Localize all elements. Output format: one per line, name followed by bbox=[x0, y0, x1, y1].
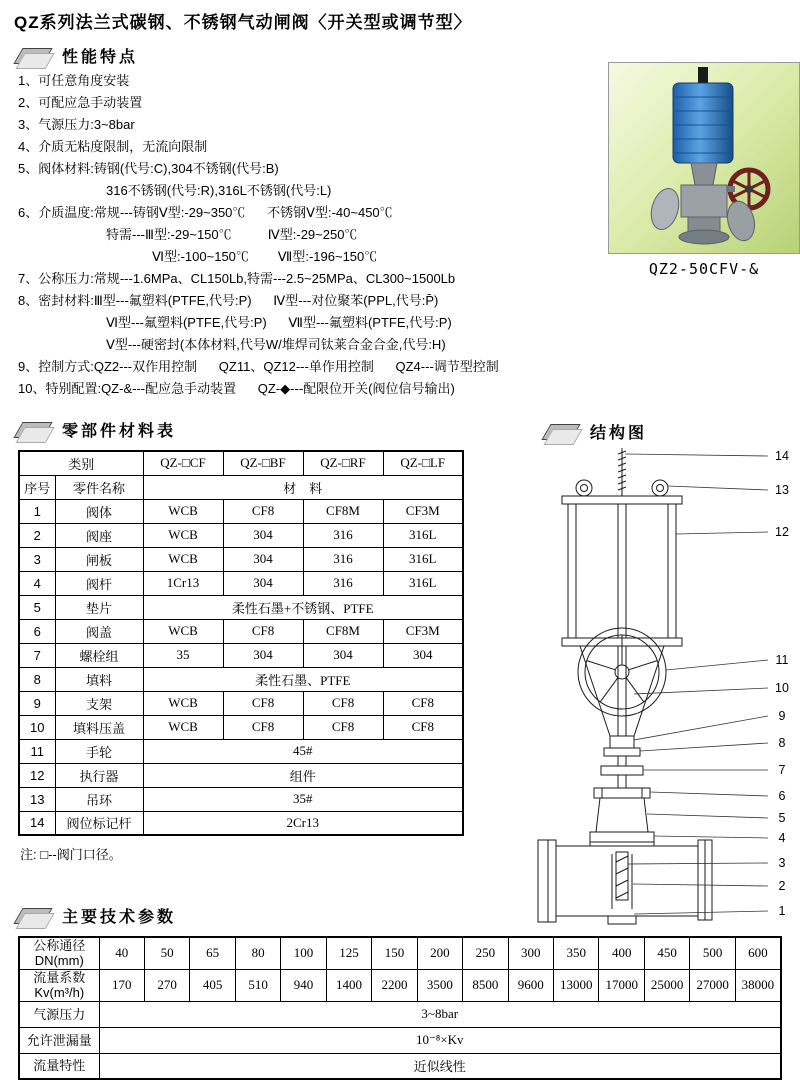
parts-cell: CF8 bbox=[223, 619, 303, 643]
parts-row bbox=[19, 571, 463, 595]
parts-cell: 手轮 bbox=[55, 739, 143, 763]
parts-cell: 2Cr13 bbox=[143, 811, 463, 835]
section-marker-icon bbox=[13, 422, 52, 438]
parts-cell: WCB bbox=[143, 715, 223, 739]
params-value: 350 bbox=[554, 937, 599, 969]
parts-cell: 1 bbox=[19, 499, 55, 523]
parts-cell: 13 bbox=[19, 787, 55, 811]
page-title: QZ系列法兰式碳钢、不锈钢气动闸阀〈开关型或调节型〉 bbox=[14, 13, 472, 32]
params-value: 300 bbox=[508, 937, 553, 969]
callout-number: 10 bbox=[775, 681, 789, 695]
params-label: 气源压力 bbox=[19, 1001, 99, 1027]
parts-cell: WCB bbox=[143, 547, 223, 571]
parts-cell: CF8 bbox=[223, 691, 303, 715]
parts-cell: CF8 bbox=[383, 691, 463, 715]
parts-cell: 45# bbox=[143, 739, 463, 763]
bonnet bbox=[590, 788, 654, 842]
parts-cell: 组件 bbox=[143, 763, 463, 787]
callout-number: 12 bbox=[775, 525, 789, 539]
parts-cell: CF8 bbox=[223, 715, 303, 739]
params-value: 400 bbox=[599, 937, 644, 969]
callout-leader-line bbox=[650, 792, 768, 796]
callout-leader-line bbox=[666, 660, 768, 670]
parts-cell: CF3M bbox=[383, 499, 463, 523]
parts-cell: CF8 bbox=[303, 691, 383, 715]
parts-row bbox=[19, 523, 463, 547]
parts-cell: 4 bbox=[19, 571, 55, 595]
parts-cell: 8 bbox=[19, 667, 55, 691]
parts-header-series: QZ-□BF bbox=[223, 451, 303, 475]
parts-cell: 执行器 bbox=[55, 763, 143, 787]
params-value: 500 bbox=[690, 937, 735, 969]
params-value: 25000 bbox=[644, 969, 689, 1001]
params-label: 流量系数 Kv(m³/h) bbox=[19, 969, 99, 1001]
parts-cell: 阀座 bbox=[55, 523, 143, 547]
parts-cell: WCB bbox=[143, 691, 223, 715]
parts-row bbox=[19, 667, 463, 691]
params-value: 600 bbox=[735, 937, 781, 969]
parts-cell: 14 bbox=[19, 811, 55, 835]
feature-line: 9、控制方式:QZ2---双作用控制 QZ11、QZ12---单作用控制 QZ4---调节型控制 bbox=[18, 359, 499, 374]
product-photo bbox=[608, 62, 800, 254]
indicator-rod bbox=[618, 448, 626, 496]
feature-line: 7、公称压力:常规---1.6MPa、CL150Lb,特需---2.5~25MPa、CL300~1500Lb bbox=[18, 271, 456, 286]
parts-header-series: QZ-□CF bbox=[143, 451, 223, 475]
parts-row bbox=[19, 691, 463, 715]
parts-section-title: 零部件材料表 bbox=[62, 423, 177, 440]
parts-cell: 垫片 bbox=[55, 595, 143, 619]
parts-row bbox=[19, 715, 463, 739]
section-marker-icon bbox=[13, 48, 52, 64]
callout-number: 1 bbox=[778, 904, 786, 918]
parts-cell: 304 bbox=[223, 547, 303, 571]
params-value: 65 bbox=[190, 937, 235, 969]
parts-row bbox=[19, 763, 463, 787]
parts-cell: 阀杆 bbox=[55, 571, 143, 595]
params-value: 510 bbox=[235, 969, 280, 1001]
parts-cell: WCB bbox=[143, 523, 223, 547]
parts-row bbox=[19, 811, 463, 835]
callout-leader-line bbox=[633, 884, 768, 886]
params-label: 流量特性 bbox=[19, 1053, 99, 1079]
parts-subheader-material: 材 料 bbox=[143, 475, 463, 499]
parts-cell: 304 bbox=[383, 643, 463, 667]
parts-cell: 柔性石墨+不锈钢、PTFE bbox=[143, 595, 463, 619]
valve-structure-drawing bbox=[522, 444, 800, 936]
parts-table-note: 注: □--阀门口径。 bbox=[20, 847, 122, 862]
structure-callouts bbox=[625, 449, 789, 918]
params-value: 405 bbox=[190, 969, 235, 1001]
parts-cell: 316 bbox=[303, 523, 383, 547]
feature-line: 1、可任意角度安装 bbox=[18, 73, 130, 88]
params-row bbox=[19, 937, 781, 969]
parts-cell: 11 bbox=[19, 739, 55, 763]
params-value: 50 bbox=[144, 937, 189, 969]
parts-cell: 填料 bbox=[55, 667, 143, 691]
callout-number: 2 bbox=[778, 879, 786, 893]
callout-number: 14 bbox=[775, 449, 789, 463]
feature-line: 2、可配应急手动装置 bbox=[18, 95, 143, 110]
callout-leader-line bbox=[654, 836, 768, 838]
technical-parameters-table bbox=[18, 936, 782, 1080]
parts-row bbox=[19, 787, 463, 811]
handwheel-drawing bbox=[578, 628, 666, 716]
params-value: 10⁻⁸×Kv bbox=[99, 1027, 781, 1053]
params-value: 270 bbox=[144, 969, 189, 1001]
parts-row bbox=[19, 499, 463, 523]
feature-line: Ⅵ型---氟塑料(PTFE,代号:P) Ⅶ型---氟塑料(PTFE,代号:P) bbox=[106, 315, 452, 330]
callout-number: 7 bbox=[778, 763, 786, 777]
parts-cell: 304 bbox=[303, 643, 383, 667]
parts-cell: CF8M bbox=[303, 499, 383, 523]
parts-cell: 316 bbox=[303, 547, 383, 571]
parts-row bbox=[19, 547, 463, 571]
parts-cell: CF8 bbox=[223, 499, 303, 523]
parts-cell: CF8 bbox=[303, 715, 383, 739]
params-row bbox=[19, 1053, 781, 1079]
callout-number: 6 bbox=[778, 789, 786, 803]
parts-cell: WCB bbox=[143, 619, 223, 643]
params-row bbox=[19, 1027, 781, 1053]
parts-cell: 柔性石墨、PTFE bbox=[143, 667, 463, 691]
callout-leader-line bbox=[676, 532, 768, 534]
parts-cell: 阀位标记杆 bbox=[55, 811, 143, 835]
params-value: 27000 bbox=[690, 969, 735, 1001]
valve-body-drawing bbox=[538, 840, 712, 924]
parts-cell: 阀盖 bbox=[55, 619, 143, 643]
section-parts-header bbox=[10, 418, 176, 441]
product-photo-illustration bbox=[609, 63, 799, 253]
params-value: 17000 bbox=[599, 969, 644, 1001]
params-value: 8500 bbox=[463, 969, 508, 1001]
feature-line: 6、介质温度:常规---铸钢Ⅴ型:-29~350℃ 不锈钢Ⅴ型:-40~450℃ bbox=[18, 205, 393, 220]
parts-cell: 3 bbox=[19, 547, 55, 571]
feature-line: 特需---Ⅲ型:-29~150℃ Ⅳ型:-29~250℃ bbox=[106, 227, 358, 242]
feature-line: 316不锈钢(代号:R),316L不锈钢(代号:L) bbox=[106, 183, 332, 198]
callout-leader-line bbox=[668, 486, 768, 490]
callout-number: 9 bbox=[778, 709, 786, 723]
parts-cell: CF8M bbox=[303, 619, 383, 643]
params-value: 40 bbox=[99, 937, 144, 969]
params-value: 80 bbox=[235, 937, 280, 969]
callout-leader-line bbox=[640, 743, 768, 751]
params-section-title: 主要技术参数 bbox=[62, 909, 177, 926]
params-value: 1400 bbox=[326, 969, 371, 1001]
section-marker-icon bbox=[13, 908, 52, 924]
parts-header-row bbox=[19, 451, 463, 475]
parts-header-series: QZ-□RF bbox=[303, 451, 383, 475]
features-section-title: 性能特点 bbox=[62, 49, 139, 66]
parts-cell: 316L bbox=[383, 523, 463, 547]
params-value: 150 bbox=[372, 937, 417, 969]
parts-table-body bbox=[19, 499, 463, 835]
parts-subheader-name: 零件名称 bbox=[55, 475, 143, 499]
parts-cell: 304 bbox=[223, 523, 303, 547]
callout-leader-line bbox=[628, 863, 768, 864]
params-value: 940 bbox=[281, 969, 326, 1001]
parts-row bbox=[19, 739, 463, 763]
callout-number: 5 bbox=[778, 811, 786, 825]
parts-cell: 5 bbox=[19, 595, 55, 619]
params-value: 近似线性 bbox=[99, 1053, 781, 1079]
params-value: 125 bbox=[326, 937, 371, 969]
params-value: 450 bbox=[644, 937, 689, 969]
parts-cell: 12 bbox=[19, 763, 55, 787]
parts-cell: WCB bbox=[143, 499, 223, 523]
parts-cell: CF3M bbox=[383, 619, 463, 643]
parts-header-category: 类别 bbox=[19, 451, 143, 475]
callout-leader-line bbox=[625, 454, 768, 456]
parts-cell: 304 bbox=[223, 571, 303, 595]
section-features-header bbox=[10, 44, 138, 67]
parts-material-table bbox=[18, 450, 464, 836]
parts-row bbox=[19, 619, 463, 643]
parts-cell: 闸板 bbox=[55, 547, 143, 571]
feature-line: 4、介质无粘度限制，无流向限制 bbox=[18, 139, 208, 154]
params-value: 9600 bbox=[508, 969, 553, 1001]
parts-subheader-row bbox=[19, 475, 463, 499]
params-value: 3500 bbox=[417, 969, 462, 1001]
parts-cell: 6 bbox=[19, 619, 55, 643]
parts-cell: 316L bbox=[383, 547, 463, 571]
parts-cell: 填料压盖 bbox=[55, 715, 143, 739]
features-list bbox=[18, 70, 604, 400]
packing-and-flanges bbox=[601, 736, 643, 788]
params-value: 38000 bbox=[735, 969, 781, 1001]
params-value: 100 bbox=[281, 937, 326, 969]
parts-cell: 304 bbox=[223, 643, 303, 667]
parts-row bbox=[19, 643, 463, 667]
params-value: 200 bbox=[417, 937, 462, 969]
parts-cell: 316 bbox=[303, 571, 383, 595]
section-structure-header bbox=[538, 420, 647, 443]
params-value: 250 bbox=[463, 937, 508, 969]
structure-section-title: 结构图 bbox=[590, 425, 648, 442]
feature-line: 10、特别配置:QZ-&---配应急手动装置 QZ-◆---配限位开关(阀位信号输出) bbox=[18, 381, 455, 396]
params-table-body bbox=[19, 937, 781, 1079]
parts-cell: 35# bbox=[143, 787, 463, 811]
parts-row bbox=[19, 595, 463, 619]
params-label: 公称通径 DN(mm) bbox=[19, 937, 99, 969]
parts-cell: 10 bbox=[19, 715, 55, 739]
actuator-frame bbox=[562, 504, 682, 646]
callout-leader-line bbox=[634, 716, 768, 740]
feature-line: 5、阀体材料:铸钢(代号:C),304不锈钢(代号:B) bbox=[18, 161, 279, 176]
feature-line: 8、密封材料:Ⅲ型---氟塑料(PTFE,代号:P) Ⅳ型---对位聚苯(PPL,代号:P̄) bbox=[18, 293, 439, 308]
params-row bbox=[19, 969, 781, 1001]
callout-number: 13 bbox=[775, 483, 789, 497]
feature-line: 3、气源压力:3~8bar bbox=[18, 117, 135, 132]
parts-cell: CF8 bbox=[383, 715, 463, 739]
product-model-caption: QZ2-50CFV-& bbox=[648, 260, 760, 278]
feature-line: Ⅴ型---硬密封(本体材料,代号W/堆焊司钛莱合金合金,代号:H) bbox=[106, 337, 446, 352]
parts-cell: 316L bbox=[383, 571, 463, 595]
structure-diagram bbox=[522, 444, 800, 936]
callout-leader-line bbox=[647, 814, 768, 818]
params-value: 3~8bar bbox=[99, 1001, 781, 1027]
callout-leader-line bbox=[634, 911, 768, 914]
params-value: 170 bbox=[99, 969, 144, 1001]
callout-number: 4 bbox=[778, 831, 786, 845]
params-value: 2200 bbox=[372, 969, 417, 1001]
parts-cell: 支架 bbox=[55, 691, 143, 715]
feature-line: Ⅵ型:-100~150℃ Ⅶ型:-196~150℃ bbox=[152, 249, 378, 264]
parts-cell: 1Cr13 bbox=[143, 571, 223, 595]
callout-number: 3 bbox=[778, 856, 786, 870]
params-label: 允许泄漏量 bbox=[19, 1027, 99, 1053]
parts-header-series: QZ-□LF bbox=[383, 451, 463, 475]
params-value: 13000 bbox=[554, 969, 599, 1001]
parts-cell: 35 bbox=[143, 643, 223, 667]
params-row bbox=[19, 1001, 781, 1027]
parts-subheader-no: 序号 bbox=[19, 475, 55, 499]
section-params-header bbox=[10, 904, 176, 927]
callout-number: 11 bbox=[775, 653, 789, 667]
parts-cell: 螺栓组 bbox=[55, 643, 143, 667]
parts-cell: 吊环 bbox=[55, 787, 143, 811]
parts-cell: 2 bbox=[19, 523, 55, 547]
parts-cell: 9 bbox=[19, 691, 55, 715]
callout-number: 8 bbox=[778, 736, 786, 750]
section-marker-icon bbox=[541, 424, 580, 440]
parts-cell: 7 bbox=[19, 643, 55, 667]
parts-cell: 阀体 bbox=[55, 499, 143, 523]
